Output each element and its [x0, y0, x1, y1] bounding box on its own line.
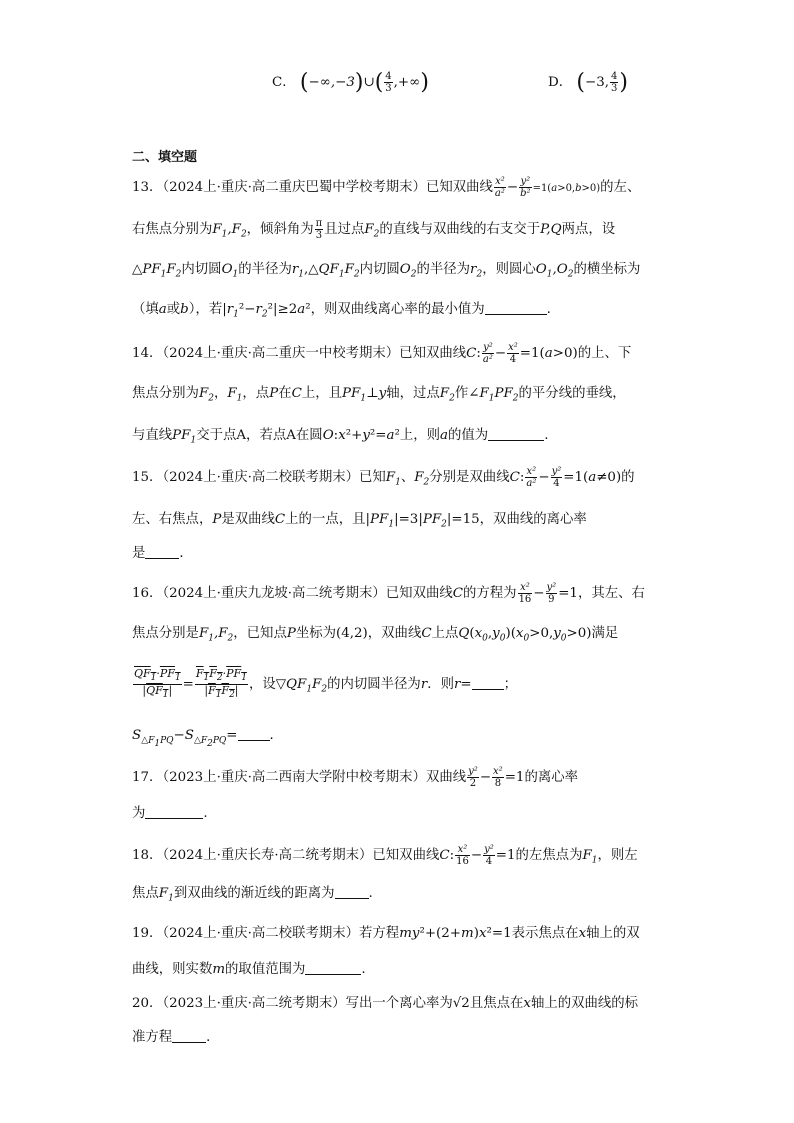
q18-line-1: 18．（2024上·重庆长寿·高二统考期末）已知双曲线C: $\frac{\text{x²}}{16}$ − $\frac{\text{y²}}{4}$ =1的左焦点为$F_1$，则左: [132, 844, 638, 867]
q18-line-2: 焦点$F_1$到双曲线的渐近线的距离为 .: [132, 886, 373, 904]
q20-line-1: 20．（2023上·重庆·高二统考期末）写出一个离心率为√2且焦点在x轴上的双曲线的标: [132, 996, 639, 1011]
q19-line-1: 19．（2024上·重庆·高二校联考期末）若方程my²+(2+m)x²=1表示焦点在x轴上的双: [132, 926, 640, 941]
q20-line-2: 准方程 ．: [132, 1030, 220, 1045]
option-c-label: C．: [272, 75, 296, 90]
q16-line-4: $S_{\triangle F_1PQ}-S_{\triangle F_2PQ}=$ ．: [132, 728, 283, 749]
q14-line-1: 14．（2024上·重庆·高二重庆一中校考期末）已知双曲线C: $\frac{\text{y²}}{\text{a²}}$ − $\frac{\text{x²}}{4}$ =1(a>0)的上、下: [132, 342, 632, 365]
q19-line-2: 曲线，则实数m的取值范围为 .: [132, 962, 366, 977]
option-c: C． (−∞,−3)∪( $\frac{4}{3}$ ,+∞): [272, 70, 429, 95]
q16-line-3: $\frac{QF_1\cdot PF_1}{|QF_1|}$ = $\frac{F_1F_2\cdot PF_1}{|F_1F_2|}$ ，设$▽QF_1F_2$的内切圆半径为r．则r= ；: [134, 667, 518, 701]
q15-line-2: 左、右焦点，P是双曲线C上的一点，且$|PF_1|=3|PF_2|=15$，双曲线的离心率: [132, 512, 587, 530]
q17-line-2: 为 .: [132, 806, 208, 821]
q13-line-3: $\triangle PF_1F_2$内切圆$O_1$的半径为$r_1,\triangle QF_1F_2$内切圆$O_2$的半径为$r_2$，则圆心$O_1,O_2$的横坐标为: [132, 262, 641, 280]
option-d-label: D．: [548, 75, 573, 90]
q13-line-4: （填a或b），若$|r_1^2-r_2^2|\ge 2a^2$，则双曲线离心率的最小值为 .: [132, 302, 551, 320]
q14-line-2: 焦点分别为$F_2$，$F_1$，点P在C上，且$PF_1\perp y$轴，过点$F_2$作$\angle F_1PF_2$的平分线的垂线，: [132, 386, 626, 404]
option-d: D． (−3, $\frac{4}{3}$ ): [548, 70, 628, 95]
q14-line-3: 与直线$PF_1$交于点A，若点A在圆O:x²+y²=a²上，则a的值为 .: [132, 428, 549, 446]
q16-line-1: 16．（2024上·重庆九龙坡·高二统考期末）已知双曲线C的方程为 $\frac{\text{x²}}{16}$ − $\frac{\text{y²}}{9}$ =1，其左、右: [132, 582, 645, 605]
q15-line-3: 是 ．: [132, 546, 193, 561]
q13-line-1: 13．（2024上·重庆·高二重庆巴蜀中学校考期末）已知双曲线 $\frac{\text{x²}}{\text{a²}}$ − $\frac{\text{y²}}{\text{b²}}$ =1(a>0,b>0)的左、: [132, 176, 641, 199]
q16-line-2: 焦点分别是$F_1,F_2$，已知点P坐标为(4,2)，双曲线C上点$Q(x_0,y_0)(x_0>0,y_0>0)$满足: [132, 626, 619, 644]
q17-line-1: 17．（2023上·重庆·高二西南大学附中校考期末）双曲线 $\frac{\text{y²}}{2}$ − $\frac{\text{x²}}{8}$ =1的离心率: [132, 766, 579, 789]
section-heading: 二、填空题: [132, 150, 198, 165]
q15-line-1: 15．（2024上·重庆·高二校联考期末）已知$F_1$、$F_2$分别是双曲线C: $\frac{\text{x²}}{\text{a²}}$ − $\frac{\text{y²}}{4}$ =1(a≠0)的: [132, 466, 635, 489]
q13-line-2: 右焦点分别为$F_1,F_2$，倾斜角为 $\frac{\pi}{3}$ 且过点$F_2$的直线与双曲线的右支交于P,Q两点，设: [132, 218, 616, 241]
